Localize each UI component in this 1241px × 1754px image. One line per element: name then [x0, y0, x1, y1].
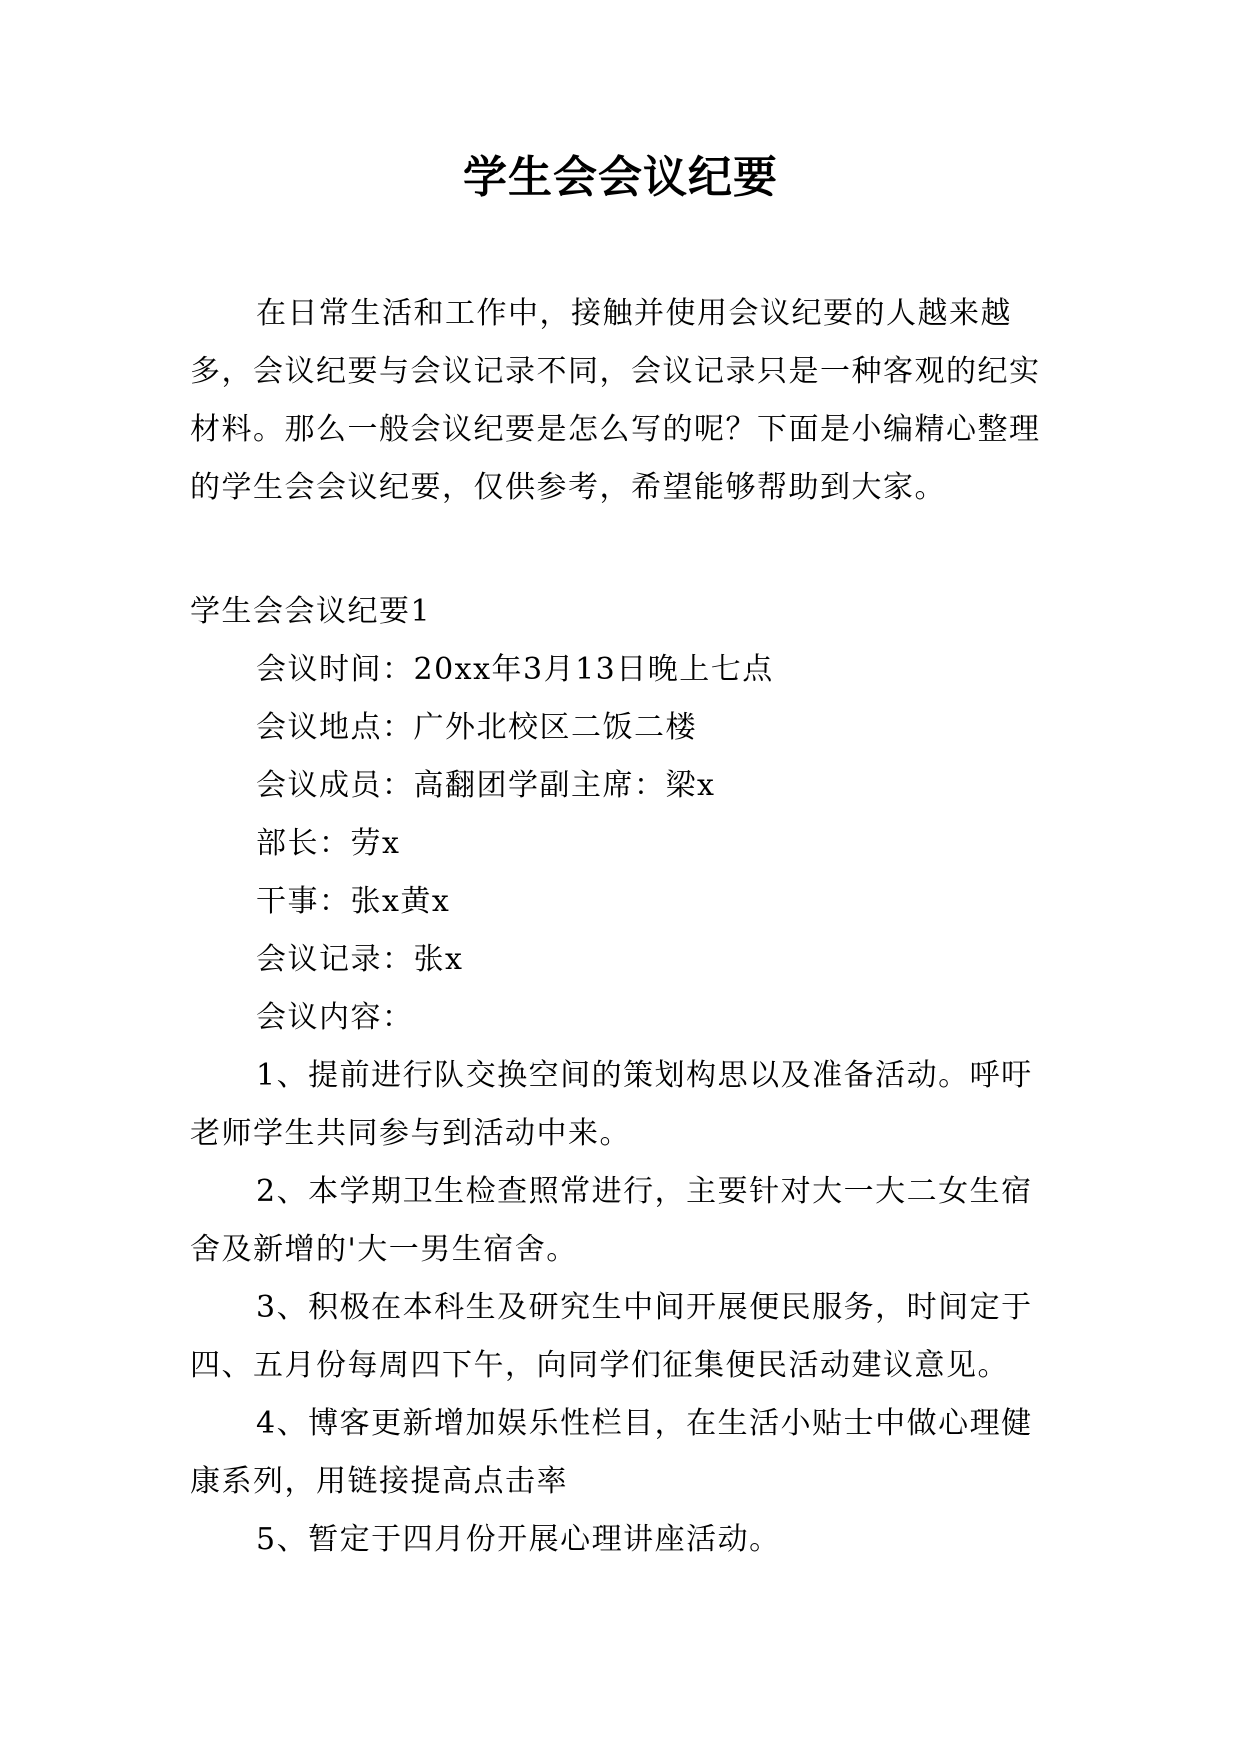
meeting-staff: 干事：张x黄x [256, 884, 451, 919]
meeting-location: 会议地点：广外北校区二饭二楼 [256, 710, 697, 745]
content-item: 2、本学期卫生检查照常进行，主要针对大一大二女生宿舍及新增的'大一男生宿舍。 [190, 1174, 1033, 1267]
content-item: 5、暂定于四月份开展心理讲座活动。 [256, 1522, 781, 1557]
meeting-recorder: 会议记录：张x [256, 942, 464, 977]
content-item: 1、提前进行队交换空间的策划构思以及准备活动。呼吁老师学生共同参与到活动中来。 [190, 1058, 1033, 1151]
content-item: 3、积极在本科生及研究生中间开展便民服务，时间定于四、五月份每周四下午，向同学们征集便民活动建议意见。 [190, 1290, 1033, 1383]
meeting-members: 会议成员：高翻团学副主席：梁x [256, 768, 716, 803]
document-title: 学生会会议纪要 [463, 152, 778, 203]
section-heading: 学生会会议纪要1 [190, 594, 432, 629]
content-item: 4、博客更新增加娱乐性栏目，在生活小贴士中做心理健康系列，用链接提高点击率 [190, 1406, 1033, 1499]
meeting-minister: 部长：劳x [256, 826, 401, 861]
meeting-content-label: 会议内容： [256, 1000, 414, 1035]
intro-paragraph: 在日常生活和工作中，接触并使用会议纪要的人越来越多，会议纪要与会议记录不同，会议记录只是一种客观的纪实材料。那么一般会议纪要是怎么写的呢？下面是小编精心整理的学生会会议纪要，仅供参考，希望能够帮助到大家。 [190, 296, 1041, 505]
meeting-time: 会议时间：20xx年3月13日晚上七点 [256, 652, 774, 687]
